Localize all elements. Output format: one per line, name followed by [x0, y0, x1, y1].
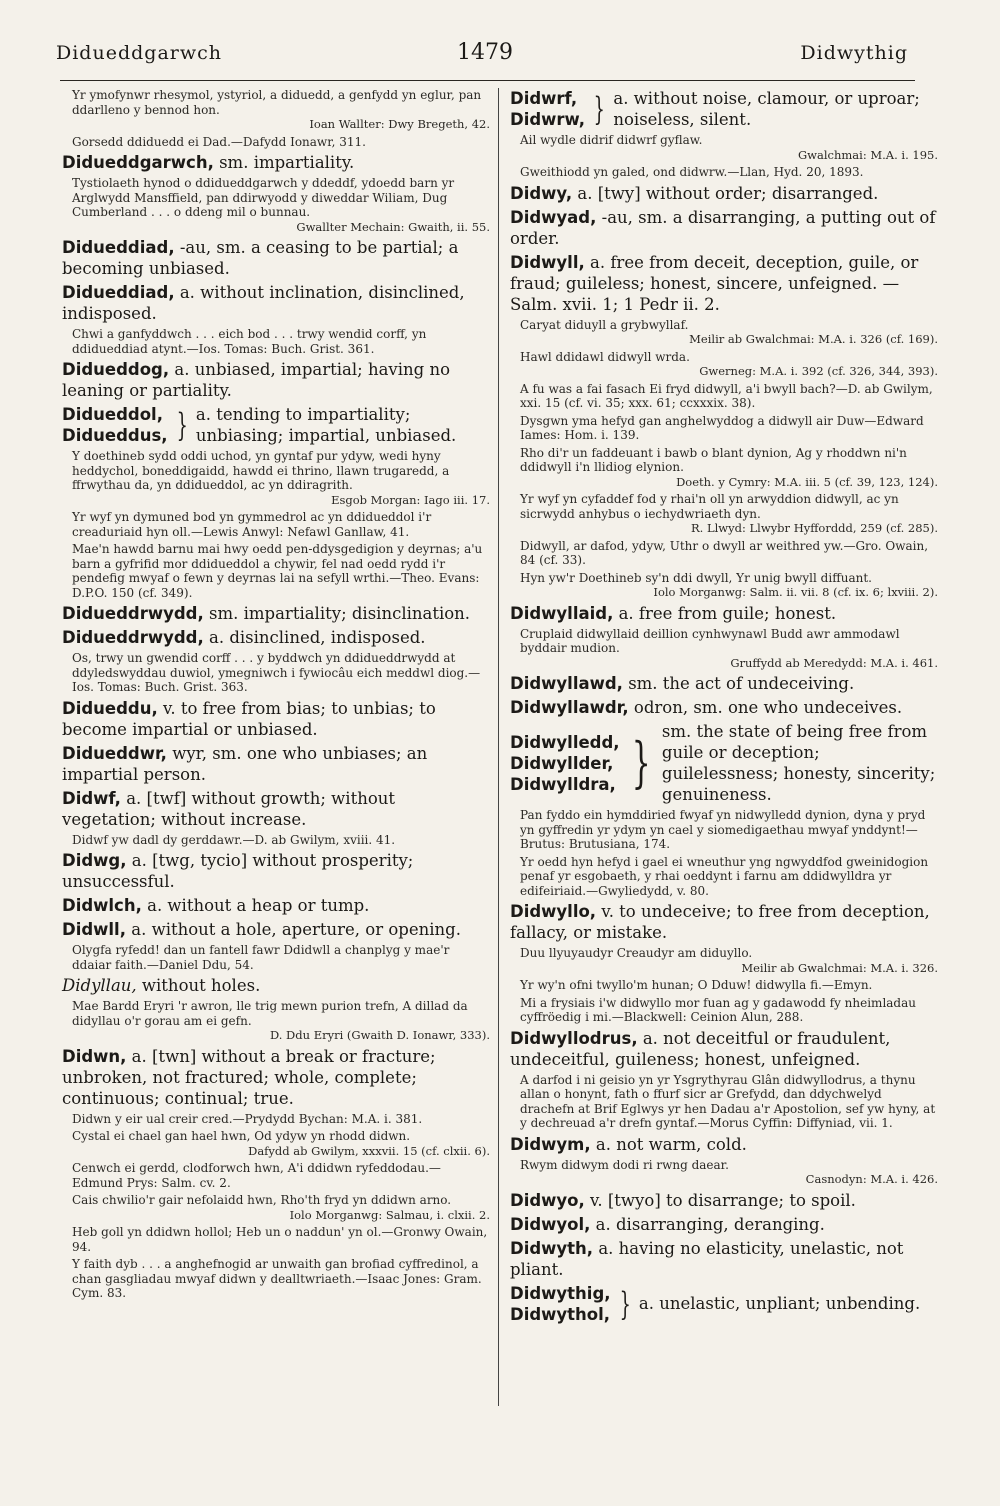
quotation: A darfod i ni geisio yn yr Ysgrythyrau Glân didwyllodrus, a thynu allan o honynt, fath o ffurf sicr ar Grefydd, dan ddychwelyd drachefn at Brif Eglwys yr hen Dadau a'r Apostolion, sef yw hyny, at y dechreuad a'r drefn gyntaf.—Morus Cyffin: Diffyniad, vii. 1. — [520, 1072, 936, 1130]
headword: Didwyth, — [510, 1238, 594, 1258]
headword: Didwyllodrus, — [510, 1028, 638, 1048]
quotation: Yr wyf yn cyfaddef fod y rhai'n oll yn arwyddion didwyll, ac yn sicrwydd anhybus o iechydwriaeth dyn. R. Llwyd: Llwybr Hyfforddd, 259 (cf. 285). — [520, 492, 938, 535]
quotation: Cenwch ei gerdd, clodforwch hwn, A'i ddidwn ryfeddodau.—Edmund Prys: Salm. cv. 2. — [72, 1161, 441, 1190]
quotation: Yr wyf yn dymuned bod yn gymmedrol ac yn ddidueddol i'r creaduriaid hyn oll.—Lewis Anwyl: Nefawl Ganllaw, 41. — [72, 510, 432, 539]
headword: Didueddrwydd, — [62, 604, 204, 623]
headword: Didueddrwydd, — [62, 628, 204, 647]
headword: Didueddgarwch, — [62, 153, 214, 172]
brace: } — [176, 406, 188, 444]
definition: a. free from deceit, deception, guile, or fraud; guileless; honest, sincere, unfeigned. —Salm. xvii. 1; 1 Pedr ii. 2. — [510, 252, 919, 314]
definition: a. [twf] without growth; without vegetation; without increase. — [62, 788, 396, 829]
headword: Didwythig, — [510, 1283, 611, 1303]
dictionary-entry — [62, 359, 490, 401]
headword: Didwyllawdr, — [510, 698, 629, 717]
headword: Didwylldra, — [510, 774, 616, 794]
quotation: Heb goll yn ddidwn hollol; Heb un o naddun' yn ol.—Gronwy Owain, 94. — [72, 1225, 488, 1254]
dictionary-entry — [62, 788, 490, 830]
dictionary-entry — [62, 627, 490, 648]
headword: Didueddiad, — [62, 238, 175, 257]
quotation: Gweithiodd yn galed, ond didwrw.—Llan, Hyd. 20, 1893. — [520, 165, 864, 179]
quotation: Yr ymofynwr rhesymol, ystyriol, a diduedd, a genfydd yn eglur, pan ddarlleno y bennod hon. Ioan Wallter: Dwy Bregeth, 42. — [72, 88, 490, 131]
definition: a. without noise, clamour, or uproar; noiseless, silent. — [613, 89, 920, 129]
quotation: Duu llyuyaudyr Creaudyr am diduyllo. Meilir ab Gwalchmai: M.A. i. 326. — [520, 946, 938, 975]
headword: Didwyol, — [510, 1214, 591, 1234]
dictionary-entry — [62, 237, 490, 279]
quotation: Didwn y eir ual creir cred.—Prydydd Bychan: M.A. i. 381. — [72, 1111, 423, 1126]
dictionary-entry — [510, 603, 938, 624]
quotation: Cais chwilio'r gair nefolaidd hwn, Rho'th fryd yn ddidwn arno. Iolo Morganwg: Salmau, i. clxii. 2. — [72, 1193, 490, 1222]
headword: Didueddog, — [62, 360, 170, 379]
quotation: Hawl ddidawl didwyll wrda. Gwerneg: M.A. i. 392 (cf. 326, 344, 393). — [520, 349, 938, 378]
headword: Didwyllawd, — [510, 674, 623, 693]
page-header — [50, 40, 920, 70]
quotation: Didwf yw dadl dy gerddawr.—D. ab Gwilym, xviii. 41. — [72, 832, 396, 847]
headword: Didwyllo, — [510, 902, 597, 921]
entry-group — [510, 721, 938, 805]
definition: a. [twg, tycio] without prosperity; unsuccessful. — [62, 851, 414, 891]
brace: } — [631, 731, 651, 794]
dictionary-entry — [62, 282, 490, 324]
quotation: Yr wy'n ofni twyllo'm hunan; O Dduw! didwylla fi.—Emyn. — [520, 978, 873, 992]
definition: sm. impartiality; disinclination. — [209, 604, 471, 623]
quotation: Mae'n hawdd barnu mai hwy oedd pen-ddysgedigion y deyrnas; a'u barn a gyfrifid mor ddidueddol a chywir, fel nad oedd rydd i'r pendefig mwyaf o fewn y deyrnas lai na sefyll wrthi.—Theo. Evans: D.P.O. 150 (cf. 349). — [72, 542, 483, 600]
quotation: Gorsedd ddiduedd ei Dad.—Dafydd Ionawr, 311. — [72, 134, 366, 149]
dictionary-entry — [62, 603, 490, 624]
definition: v. to undeceive; to free from deception, fallacy, or mistake. — [510, 902, 930, 942]
quotation: Pan fyddo ein hymddiried fwyaf yn nidwylledd dynion, dyna y pryd yn gyffredin yr ydym yn cael y siomedigaethau mwyaf ynddynt!—Brutus: Brutusiana, 174. — [520, 808, 926, 851]
headword: Didueddol, — [62, 405, 163, 424]
headword: Didwythol, — [510, 1304, 611, 1324]
definition: a. unelastic, unpliant; unbending. — [638, 1294, 921, 1313]
headword: Didwylledd, — [510, 732, 620, 752]
definition: sm. the state of being free from guile or deception; guilelessness; honesty, sincerity; genuineness. — [661, 722, 936, 804]
definition: -au, sm. a disarranging, a putting out of order. — [510, 207, 936, 248]
quotation: Y doethineb sydd oddi uchod, yn gyntaf pur ydyw, wedi hyny heddychol, boneddigaidd, hawdd ei thrino, llawn trugaredd, a ffrwythau da, yn ddidueddol, ac yn ddiragrith. Esgob Morgan: Iago iii. 17. — [72, 449, 490, 507]
definition: wyr, sm. one who unbiases; an impartial person. — [62, 743, 428, 784]
definition: a. tending to impartiality; unbiasing; impartial, unbiased. — [195, 405, 457, 445]
headword: Didwyo, — [510, 1190, 585, 1210]
dictionary-entry — [510, 1028, 938, 1070]
definition: a. without a hole, aperture, or opening. — [131, 920, 461, 939]
quotation: Y faith dyb . . . a anghefnogid ar unwaith gan brofiad cyffredinol, a chan gasgliadau mwyaf didwn y dealltwriaeth.—Isaac Jones: Gram. Cym. 83. — [72, 1257, 482, 1300]
quotation: Olygfa ryfedd! dan un fantell fawr Ddidwll a chanplyg y mae'r ddaiar faith.—Daniel Ddu, 54. — [72, 943, 450, 972]
definition: a. disarranging, deranging. — [595, 1214, 825, 1234]
brace: } — [593, 90, 605, 128]
dictionary-entry — [510, 1190, 938, 1211]
headword: Didwll, — [62, 920, 126, 939]
quotation: Didwyll, ar dafod, ydyw, Uthr o dwyll ar weithred yw.—Gro. Owain, 84 (cf. 33). — [520, 538, 929, 567]
headword: Didwyll, — [510, 252, 585, 272]
definition: a. without a heap or tump. — [147, 896, 370, 915]
definition: v. to free from bias; to unbias; to become impartial or unbiased. — [62, 698, 436, 739]
headword: Didwn, — [62, 1046, 127, 1066]
right-column — [510, 88, 938, 1328]
left-column — [62, 88, 490, 1304]
quotation: Dysgwn yma hefyd gan anghelwyddog a didwyll air Duw—Edward Iames: Hom. i. 139. — [520, 413, 924, 442]
dictionary-entry — [510, 207, 938, 249]
dictionary-entry — [510, 1238, 938, 1280]
quotation: Caryat diduyll a grybwyllaf. Meilir ab Gwalchmai: M.A. i. 326 (cf. 169). — [520, 317, 938, 346]
headword: Didueddiad, — [62, 283, 175, 302]
entry-group — [510, 1283, 938, 1325]
definition: without holes. — [141, 976, 261, 995]
definition: a. having no elasticity, unelastic, not pliant. — [510, 1238, 904, 1279]
quotation: Mae Bardd Eryri 'r awron, lle trig mewn purion trefn, A dillad da didyllau o'r gorau am ei gefn. D. Ddu Eryri (Gwaith D. Ionawr, 333). — [72, 999, 490, 1042]
quotation: A fu was a fai fasach Ei fryd didwyll, a'i bwyll bach?—D. ab Gwilym, xxi. 15 (cf. vi. 35; xxx. 61; ccxxxix. 38). — [520, 381, 933, 410]
brace: } — [619, 1284, 631, 1323]
headword: Didwf, — [62, 788, 121, 808]
dictionary-entry — [510, 1214, 938, 1235]
quotation: Ail wydle didrif didwrf gyflaw. Gwalchmai: M.A. i. 195. — [520, 133, 938, 162]
headword: Didwyllder, — [510, 753, 614, 773]
quotation: Cruplaid didwyllaid deillion cynhwynawl Budd awr ammodawl byddair mudion. Gruffydd ab Meredydd: M.A. i. 461. — [520, 626, 938, 670]
headword: Didwrf, — [510, 89, 578, 108]
dictionary-entry — [510, 1134, 938, 1155]
dictionary-entry — [62, 152, 490, 173]
dictionary-entry — [510, 697, 938, 718]
headword: Didueddu, — [62, 698, 158, 718]
headword: Didwyllaid, — [510, 603, 614, 623]
dictionary-entry — [510, 673, 938, 694]
definition: a. free from guile; honest. — [618, 603, 837, 623]
entry-group — [62, 404, 490, 446]
page-number: 1479 — [457, 40, 513, 65]
dictionary-entry — [510, 901, 938, 943]
definition: odron, sm. one who undeceives. — [633, 698, 903, 717]
dictionary-entry — [62, 975, 490, 996]
quotation: Rho di'r un faddeuant i bawb o blant dynion, Ag y rhoddwn ni'n ddidwyll i'n llidiog elynion. Doeth. y Cymry: M.A. iii. 5 (cf. 39, 123, 124). — [520, 445, 938, 489]
dictionary-entry — [62, 1046, 490, 1109]
running-head-right: Didwythig — [800, 42, 908, 64]
dictionary-entry — [510, 183, 938, 204]
definition: a. without inclination, disinclined, indisposed. — [62, 283, 465, 323]
dictionary-entry — [62, 698, 490, 740]
dictionary-entry — [62, 743, 490, 785]
definition: a. disinclined, indisposed. — [209, 628, 426, 647]
dictionary-entry — [62, 895, 490, 916]
headword: Didwlch, — [62, 896, 142, 915]
headword: Didwg, — [62, 851, 127, 870]
entry-group — [510, 88, 938, 130]
quotation: Os, trwy un gwendid corff . . . y byddwch yn ddidueddrwydd at ddyledswyddau duwiol, ymegniwch i fywiocâu eich meddwl diog.—Ios. Tomas: Buch. Grist. 363. — [72, 651, 481, 694]
quotation: Cystal ei chael gan hael hwn, Od ydyw yn rhodd didwn. Dafydd ab Gwilym, xxxvii. 15 (cf. clxii. 6). — [72, 1129, 490, 1158]
headword: Didwrw, — [510, 110, 585, 129]
quotation: Chwi a ganfyddwch . . . eich bod . . . trwy wendid corff, yn ddidueddiad atynt.—Ios. Tomas: Buch. Grist. 361. — [72, 327, 427, 356]
definition: a. not warm, cold. — [595, 1134, 747, 1154]
running-head-left: Didueddgarwch — [56, 42, 222, 64]
definition: a. [twn] without a break or fracture; unbroken, not fractured; whole, complete; continuous; continual; true. — [62, 1046, 436, 1108]
definition: a. [twy] without order; disarranged. — [577, 183, 879, 203]
definition: v. [twyo] to disarrange; to spoil. — [590, 1190, 856, 1210]
headword: Didwy, — [510, 183, 573, 203]
headword: Didwyad, — [510, 207, 597, 227]
quotation: Yr oedd hyn hefyd i gael ei wneuthur yng ngwyddfod gweinidogion penaf yr esgobaeth, y rhai oeddynt i farnu am ddidwylldra yr edifeiriaid.—Gwyliedydd, v. 80. — [520, 854, 929, 898]
definition: sm. impartiality. — [219, 153, 355, 172]
definition: a. not deceitful or fraudulent, undeceitful, guileness; honest, unfeigned. — [510, 1028, 891, 1069]
quotation: Rwym didwym dodi ri rwng daear. Casnodyn: M.A. i. 426. — [520, 1157, 938, 1186]
definition: a. unbiased, impartial; having no leaning or partiality. — [62, 360, 451, 400]
quotation: Mi a frysiais i'w didwyllo mor fuan ag y gadawodd fy nheimladau cyffröedig i mi.—Blackwell: Ceinion Alun, 288. — [520, 995, 916, 1024]
dictionary-entry — [62, 850, 490, 892]
dictionary-entry — [510, 252, 938, 315]
headword: Didueddwr, — [62, 743, 167, 763]
headword: Didwym, — [510, 1134, 591, 1154]
definition: sm. the act of undeceiving. — [628, 674, 855, 693]
quotation: Tystiolaeth hynod o ddidueddgarwch y ddeddf, ydoedd barn yr Arglwydd Mansffield, pan ddirwyodd y diweddar Wiliam, Dug Cumberland . . . o ddeng mil o bunnau. Gwallter Mechain: Gwaith, ii. 55. — [72, 176, 490, 234]
column-divider — [498, 88, 499, 1406]
definition: -au, sm. a ceasing to be partial; a becoming unbiased. — [62, 238, 459, 278]
dictionary-entry — [62, 919, 490, 940]
quotation: Hyn yw'r Doethineb sy'n ddi dwyll, Yr unig bwyll diffuant. Iolo Morganwg: Salm. ii. vii. 8 (cf. ix. 6; lxviii. 2). — [520, 570, 938, 599]
headword: Didueddus, — [62, 426, 168, 445]
header-rule — [60, 80, 915, 81]
headword: Didyllau, — [62, 976, 137, 995]
